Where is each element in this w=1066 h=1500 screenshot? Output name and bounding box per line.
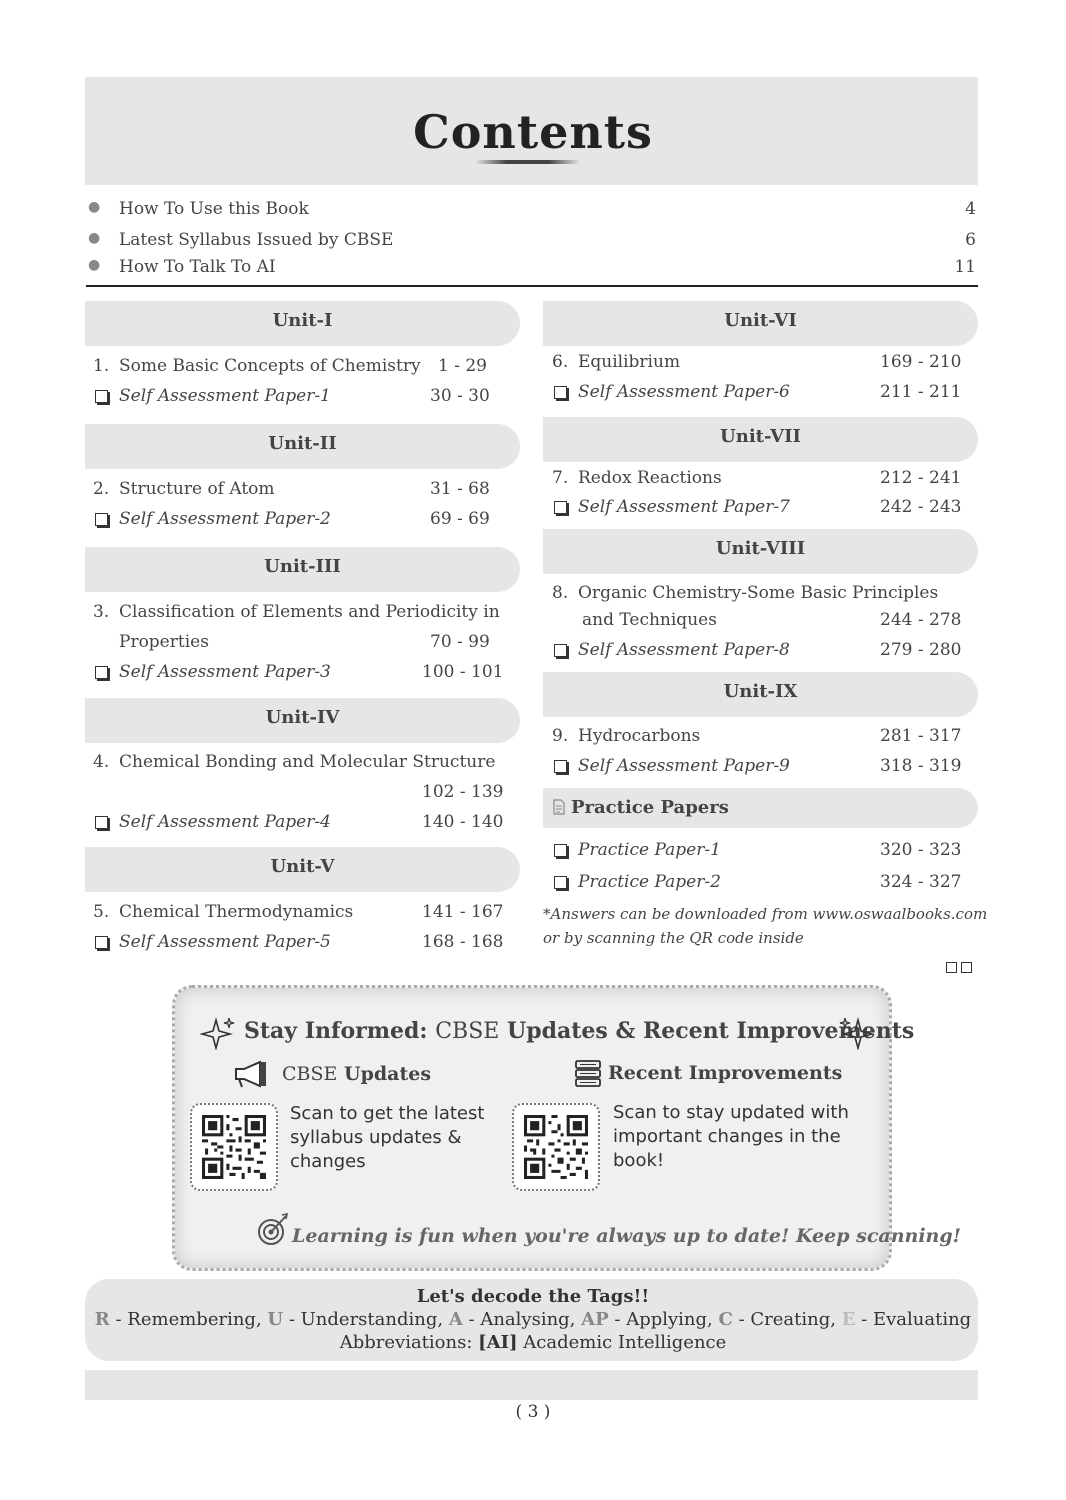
bullet-icon: ● xyxy=(88,230,101,246)
chapter-entry[interactable]: 6. Equilibrium 169 - 210 xyxy=(552,352,962,372)
practice-papers-header: Practice Papers xyxy=(543,788,978,828)
qr-code-icon xyxy=(524,1115,588,1179)
end-square-icon xyxy=(946,962,957,973)
self-assessment-entry[interactable]: Self Assessment Paper-7 242 - 243 xyxy=(554,497,964,523)
megaphone-icon xyxy=(232,1060,270,1088)
bullet-icon: ● xyxy=(88,257,101,273)
chapter-entry[interactable]: 8. Organic Chemistry-Some Basic Principles xyxy=(552,583,939,603)
intro-label: How To Talk To AI xyxy=(119,257,276,277)
self-assessment-entry[interactable]: Self Assessment Paper-1 30 - 30 xyxy=(95,386,505,412)
checkbox-icon xyxy=(554,386,567,399)
qr-code-recent-improvements[interactable] xyxy=(512,1103,600,1191)
sparkle-icon xyxy=(838,1016,874,1050)
document-icon xyxy=(553,799,565,815)
intro-page: 11 xyxy=(954,257,976,277)
chapter-entry[interactable]: 3. Classification of Elements and Periodicity in xyxy=(93,602,500,622)
chapter-entry[interactable]: 4. Chemical Bonding and Molecular Structure xyxy=(93,752,496,772)
self-assessment-entry[interactable]: Self Assessment Paper-9 318 - 319 xyxy=(554,756,964,782)
self-assessment-entry[interactable]: Self Assessment Paper-4 140 - 140 xyxy=(95,812,505,838)
scan-text-improvements: Scan to stay updated with important changes in the book! xyxy=(613,1102,849,1171)
answers-note: *Answers can be downloaded from www.oswaalbooks.com xyxy=(543,905,988,923)
recent-improvements-heading: Recent Improvements xyxy=(608,1062,843,1084)
chapter-entry-cont[interactable]: and Techniques 244 - 278 xyxy=(582,610,962,630)
chapter-entry[interactable]: 2. Structure of Atom 31 - 68 xyxy=(93,479,490,499)
practice-paper-entry[interactable]: Practice Paper-1 320 - 323 xyxy=(554,840,964,866)
bullet-icon: ● xyxy=(88,199,101,215)
end-square-icon xyxy=(961,962,972,973)
checkbox-icon xyxy=(95,936,108,949)
intro-item[interactable] xyxy=(88,199,976,223)
unit-header-ix: Unit-IX xyxy=(543,672,978,717)
self-assessment-entry[interactable]: Self Assessment Paper-6 211 - 211 xyxy=(554,382,964,408)
tags-heading: Let's decode the Tags!! xyxy=(416,1286,650,1307)
tags-legend: R - Remembering, U - Understanding, A - Analysing, AP - Applying, C - Creating, E - Evaluating xyxy=(94,1309,972,1330)
page-title: Contents xyxy=(413,105,653,159)
checkbox-icon xyxy=(554,644,567,657)
practice-paper-entry[interactable]: Practice Paper-2 324 - 327 xyxy=(554,872,964,898)
checkbox-icon xyxy=(95,513,108,526)
unit-header-ii: Unit-II xyxy=(85,424,520,469)
stay-informed-title: Stay Informed: CBSE Updates & Recent Improvements xyxy=(244,1018,915,1044)
chapter-entry[interactable]: 9. Hydrocarbons 281 - 317 xyxy=(552,726,962,746)
chapter-entry-cont[interactable]: Properties 70 - 99 xyxy=(119,632,490,652)
qr-code-icon xyxy=(202,1115,266,1179)
title-underline xyxy=(475,160,580,164)
motto-text: Learning is fun when you're always up to date! Keep scanning! xyxy=(292,1225,961,1247)
checkbox-icon xyxy=(554,844,567,857)
checkbox-icon xyxy=(95,666,108,679)
unit-header-iii: Unit-III xyxy=(85,547,520,592)
self-assessment-entry[interactable]: Self Assessment Paper-8 279 - 280 xyxy=(554,640,964,666)
unit-header-vi: Unit-VI xyxy=(543,301,978,346)
self-assessment-entry[interactable]: Self Assessment Paper-2 69 - 69 xyxy=(95,509,505,535)
chapter-entry[interactable]: 7. Redox Reactions 212 - 241 xyxy=(552,468,962,488)
checkbox-icon xyxy=(554,760,567,773)
qr-code-cbse-updates[interactable] xyxy=(190,1103,278,1191)
scan-text-cbse: Scan to get the latest syllabus updates & changes xyxy=(290,1103,485,1172)
unit-header-viii: Unit-VIII xyxy=(543,529,978,574)
unit-header-v: Unit-V xyxy=(85,847,520,892)
self-assessment-entry[interactable]: Self Assessment Paper-3 100 - 101 xyxy=(95,662,505,688)
footer-band xyxy=(85,1370,978,1400)
target-icon xyxy=(256,1212,290,1246)
checkbox-icon xyxy=(554,501,567,514)
chapter-entry[interactable]: 5. Chemical Thermodynamics 141 - 167 xyxy=(93,902,504,922)
unit-header-vii: Unit-VII xyxy=(543,417,978,462)
answers-note: or by scanning the QR code inside xyxy=(543,929,804,947)
self-assessment-entry[interactable]: Self Assessment Paper-5 168 - 168 xyxy=(95,932,505,958)
page-number: ( 3 ) xyxy=(515,1402,551,1422)
intro-label: Latest Syllabus Issued by CBSE xyxy=(119,230,394,250)
checkbox-icon xyxy=(95,816,108,829)
checkbox-icon xyxy=(95,390,108,403)
checkbox-icon xyxy=(554,876,567,889)
books-icon xyxy=(574,1059,602,1089)
abbreviations: Abbreviations: [AI] Academic Intelligence xyxy=(339,1332,727,1353)
chapter-pages: 102 - 139 xyxy=(422,782,504,802)
intro-page: 4 xyxy=(965,199,976,219)
intro-item[interactable] xyxy=(88,257,976,281)
cbse-updates-heading: CBSE Updates xyxy=(282,1063,432,1085)
divider xyxy=(86,285,978,287)
intro-page: 6 xyxy=(965,230,976,250)
unit-header-iv: Unit-IV xyxy=(85,698,520,743)
intro-label: How To Use this Book xyxy=(119,199,309,219)
chapter-entry[interactable]: 1. Some Basic Concepts of Chemistry 1 - 29 xyxy=(93,356,487,376)
unit-header-i: Unit-I xyxy=(85,301,520,346)
intro-item[interactable] xyxy=(88,230,976,254)
sparkle-icon xyxy=(200,1016,236,1050)
